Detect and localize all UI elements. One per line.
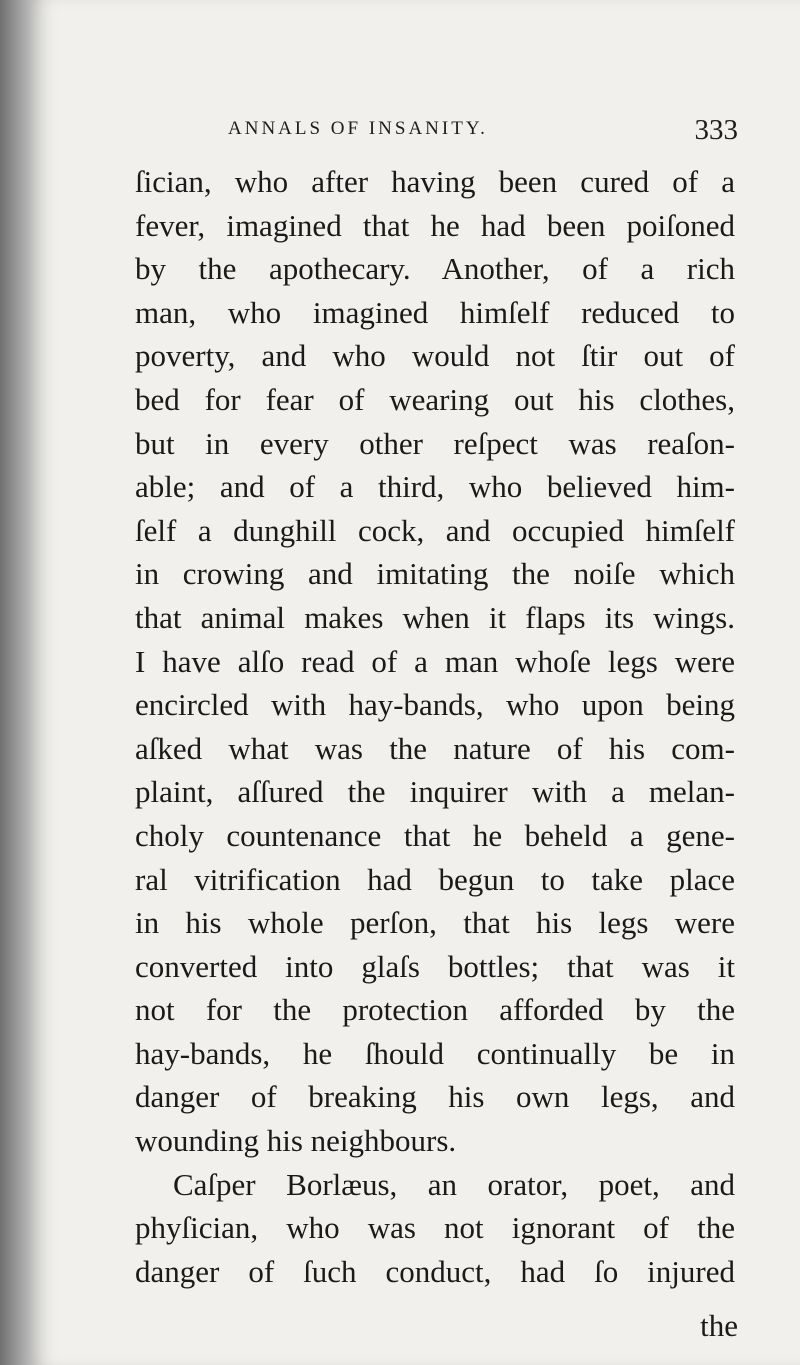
text-line: phyſician, who was not ignorant of the xyxy=(135,1210,735,1246)
text-line: converted into glaſs bottles; that was it xyxy=(135,948,735,984)
text-line: in crowing and imitating the noiſe which xyxy=(135,556,735,592)
text-line: encircled with hay-bands, who upon being xyxy=(135,687,735,723)
text-line: that animal makes when it flaps its wings. xyxy=(135,599,735,635)
running-head: ANNALS OF INSANITY. xyxy=(228,118,488,139)
text-line: I have alſo read of a man whoſe legs were xyxy=(135,643,735,679)
text-line: ral vitrification had begun to take place xyxy=(135,861,735,897)
body-text xyxy=(135,160,735,1293)
text-line: plaint, aſſured the inquirer with a melan- xyxy=(135,774,735,810)
page-number: 333 xyxy=(694,114,738,146)
text-line: able; and of a third, who believed him- xyxy=(135,469,735,505)
text-line: man, who imagined himſelf reduced to xyxy=(135,294,735,330)
text-line: choly countenance that he beheld a gene- xyxy=(135,817,735,853)
text-line: by the apothecary. Another, of a rich xyxy=(135,251,735,287)
text-line: ſician, who after having been cured of a xyxy=(135,164,735,199)
text-line: but in every other reſpect was reaſon- xyxy=(135,425,735,461)
catchword: the xyxy=(700,1308,738,1343)
text-line: poverty, and who would not ſtir out of xyxy=(135,338,735,374)
paragraph-first-line: Caſper Borlæus, an orator, poet, and xyxy=(173,1166,735,1202)
text-line: in his whole perſon, that his legs were xyxy=(135,905,735,941)
page-header xyxy=(228,112,738,152)
text-line: aſked what was the nature of his com- xyxy=(135,730,735,766)
text-line: not for the protection afforded by the xyxy=(135,992,735,1028)
text-line: danger of ſuch conduct, had ſo injured xyxy=(135,1253,735,1289)
book-gutter-shadow xyxy=(0,0,30,1365)
paragraph-end-line: wounding his neighbours. xyxy=(135,1123,457,1159)
text-line: ſelf a dunghill cock, and occupied himſelf xyxy=(135,512,735,548)
text-line: bed for fear of wearing out his clothes, xyxy=(135,381,735,417)
text-line: danger of breaking his own legs, and xyxy=(135,1079,735,1115)
text-line: hay-bands, he ſhould continually be in xyxy=(135,1035,735,1071)
text-line: fever, imagined that he had been poiſoned xyxy=(135,207,735,243)
